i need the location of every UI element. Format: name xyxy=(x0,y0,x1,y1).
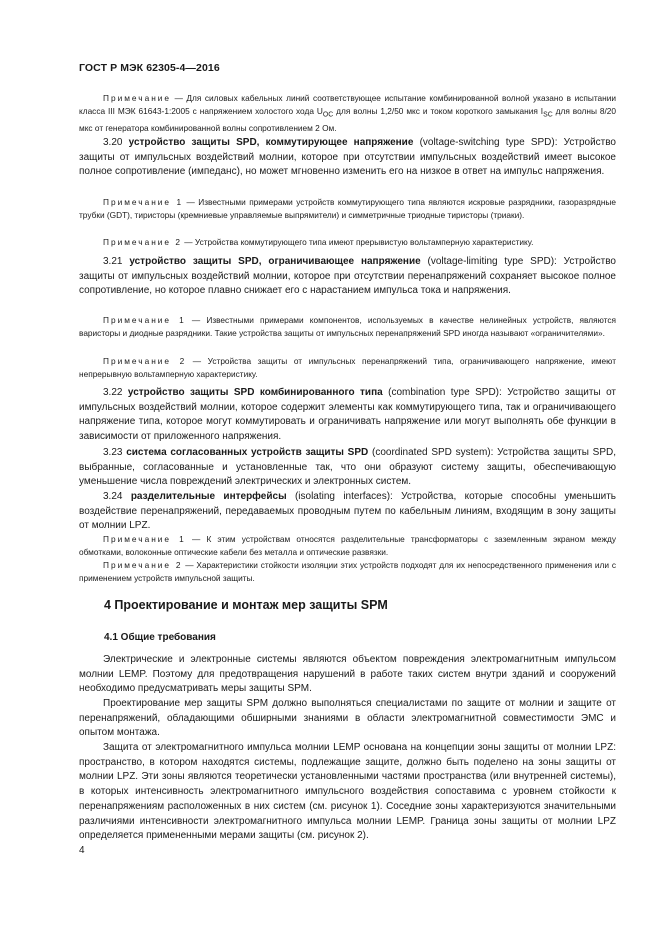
subscript-sc: SC xyxy=(543,111,553,119)
definition-term: устройство защиты SPD, ограничивающее напряжение xyxy=(129,256,421,267)
note-label: Примечание 1 xyxy=(103,197,184,207)
definition-number: 3.23 xyxy=(103,447,127,458)
note-text: — Известными примерами устройств коммутирующего типа являются искровые разрядники, газоразрядные трубки (GDT), тиристоры (кремниевые управляемые выпрямители) и симметричные триодные тиристоры (триаки). xyxy=(79,197,616,221)
definition-text: (coordinated SPD system): Устройства защиты SPD, выбранные, согласованные и установленные так, что они образуют систему защиты, обеспечивающую уменьшение числа повреждений электрических и электронных систем. xyxy=(79,447,616,488)
note-label: Примечание 2 xyxy=(103,356,187,366)
definition-number: 3.22 xyxy=(103,387,128,398)
definition-text: (voltage-switching type SPD): Устройство защиты от импульсных воздействий молнии, которое при отсутствии импульсных воздействий имеет высокое полное сопротивление (импеданс), но может мгновенно изменить его на низкое в ответ на импульс напряжения. xyxy=(79,137,616,178)
definition-number: 3.24 xyxy=(103,491,131,502)
document-header: ГОСТ Р МЭК 62305-4—2016 xyxy=(79,62,220,74)
section-4-1-heading: 4.1 Общие требования xyxy=(104,632,216,643)
note-text: — Устройства коммутирующего типа имеют прерывистую вольтамперную характеристику. xyxy=(181,237,534,247)
note-label: Примечание 1 xyxy=(103,534,186,544)
note-text: — Характеристики стойкости изоляции этих устройств подходят для их непосредственного применения или с применением устройств импульсной защиты. xyxy=(79,560,616,584)
note-3-20-1 xyxy=(79,196,616,222)
note-3-24-2 xyxy=(79,559,616,585)
definition-text: (voltage-limiting type SPD): Устройство защиты от импульсных воздействий молнии, которое при отсутствии перенапряжений сохраняет высокое полное сопротивление, но которое плавно снижает его с нарастанием импульса тока и напряжения. xyxy=(79,256,616,297)
definition-text: (combination type SPD): Устройство защиты от импульсных воздействий молнии, которое содержит элементы как коммутирующего типа, так и ограничивающего напряжение типа, которое могут коммутировать и ограничивать напряжение или могут выполнять обе функции в зависимости от приложенного напряжения. xyxy=(79,387,616,443)
note-combination-wave xyxy=(79,92,616,135)
definition-3-24 xyxy=(79,490,616,534)
definition-number: 3.20 xyxy=(103,137,129,148)
note-text: для волны 8/20 мкс от генератора комбинированной волны сопротивлением 2 Ом. xyxy=(79,106,617,134)
definition-term: устройство защиты SPD, коммутирующее напряжение xyxy=(128,137,414,148)
note-text: — Для силовых кабельных линий соответствующее испытание комбинированной волной указано в испытании класса III МЭК 61643-1:2005 с напряжением холостого хода U xyxy=(79,93,616,117)
definition-3-20 xyxy=(79,136,616,180)
note-label: Примечание 2 xyxy=(103,560,183,570)
paragraph-1: Электрические и электронные системы являются объектом повреждения электромагнитным импульсом молнии LEMP. Поэтому для предотвращения нарушений в работе таких систем внутри зданий и сооружений необходимо предусматривать меры защиты SPM. xyxy=(79,654,616,695)
definition-3-23 xyxy=(79,446,616,490)
paragraph-3: Защита от электромагнитного импульса молнии LEMP основана на концепции зоны защиты от молнии LPZ: пространство, в котором находятся системы, подлежащие защите, должно быть поделено на зоны защиты от молнии LPZ. Эти зоны являются теоретически установленными частями пространства (или внутренней системы), в которых интенсивность электромагнитного импульсного воздействия сопоставима с уровнем стойкости к перенапряжениям расположенных в них систем (см. рисунок 1). Соседние зоны характеризуются значительными различиями интенсивности электромагнитного импульса молнии LEMP. Граница зоны защиты от молнии LPZ определяется примененными мерами защиты (см. рисунок 2). xyxy=(79,742,616,842)
section-4-heading: 4 Проектирование и монтаж мер защиты SPM xyxy=(104,598,388,612)
definition-3-21 xyxy=(79,255,616,299)
note-text: для волны 1,2/50 мкс и током короткого замыкания I xyxy=(333,106,544,117)
note-text: — К этим устройствам относятся разделительные трансформаторы с заземленным экраном между обмотками, волоконные оптические кабели без металла и оптические развязки. xyxy=(79,534,616,558)
note-text: — Известными примерами компонентов, используемых в качестве нелинейных устройств, являются варисторы и диодные разрядники. Такие устройства защиты от импульсных перенапряжений SPD иногда называют «ограничителями». xyxy=(79,315,616,339)
page-number: 4 xyxy=(79,845,85,856)
definition-term: разделительные интерфейсы xyxy=(130,491,287,502)
note-3-20-2 xyxy=(79,236,616,249)
definition-3-22 xyxy=(79,386,616,445)
note-label: Примечание 1 xyxy=(103,315,186,325)
note-label: Примечание xyxy=(103,93,172,103)
definition-term: система согласованных устройств защиты SPD xyxy=(126,447,369,458)
note-3-21-2 xyxy=(79,355,616,381)
definition-text: (isolating interfaces): Устройства, которые способны уменьшить воздействие перенапряжений, передаваемых проводным путем по кабельным линиям, входящим в зону защиты от молнии LPZ. xyxy=(79,491,616,532)
note-text: — Устройства защиты от импульсных перенапряжений типа, ограничивающего напряжение, имеют непрерывную вольтамперную характеристику. xyxy=(79,356,616,380)
subscript-oc: OC xyxy=(322,111,334,119)
paragraph-2: Проектирование мер защиты SPM должно выполняться специалистами по защите от молнии и защите от перенапряжений, обладающими обширными знаниями в области электромагнитной совместимости ЭМС и опытом монтажа. xyxy=(79,698,616,739)
note-3-24-1 xyxy=(79,533,616,559)
definition-term: устройство защиты SPD комбинированного типа xyxy=(127,387,383,398)
note-3-21-1 xyxy=(79,314,616,340)
note-label: Примечание 2 xyxy=(103,237,182,247)
definition-number: 3.21 xyxy=(103,256,130,267)
